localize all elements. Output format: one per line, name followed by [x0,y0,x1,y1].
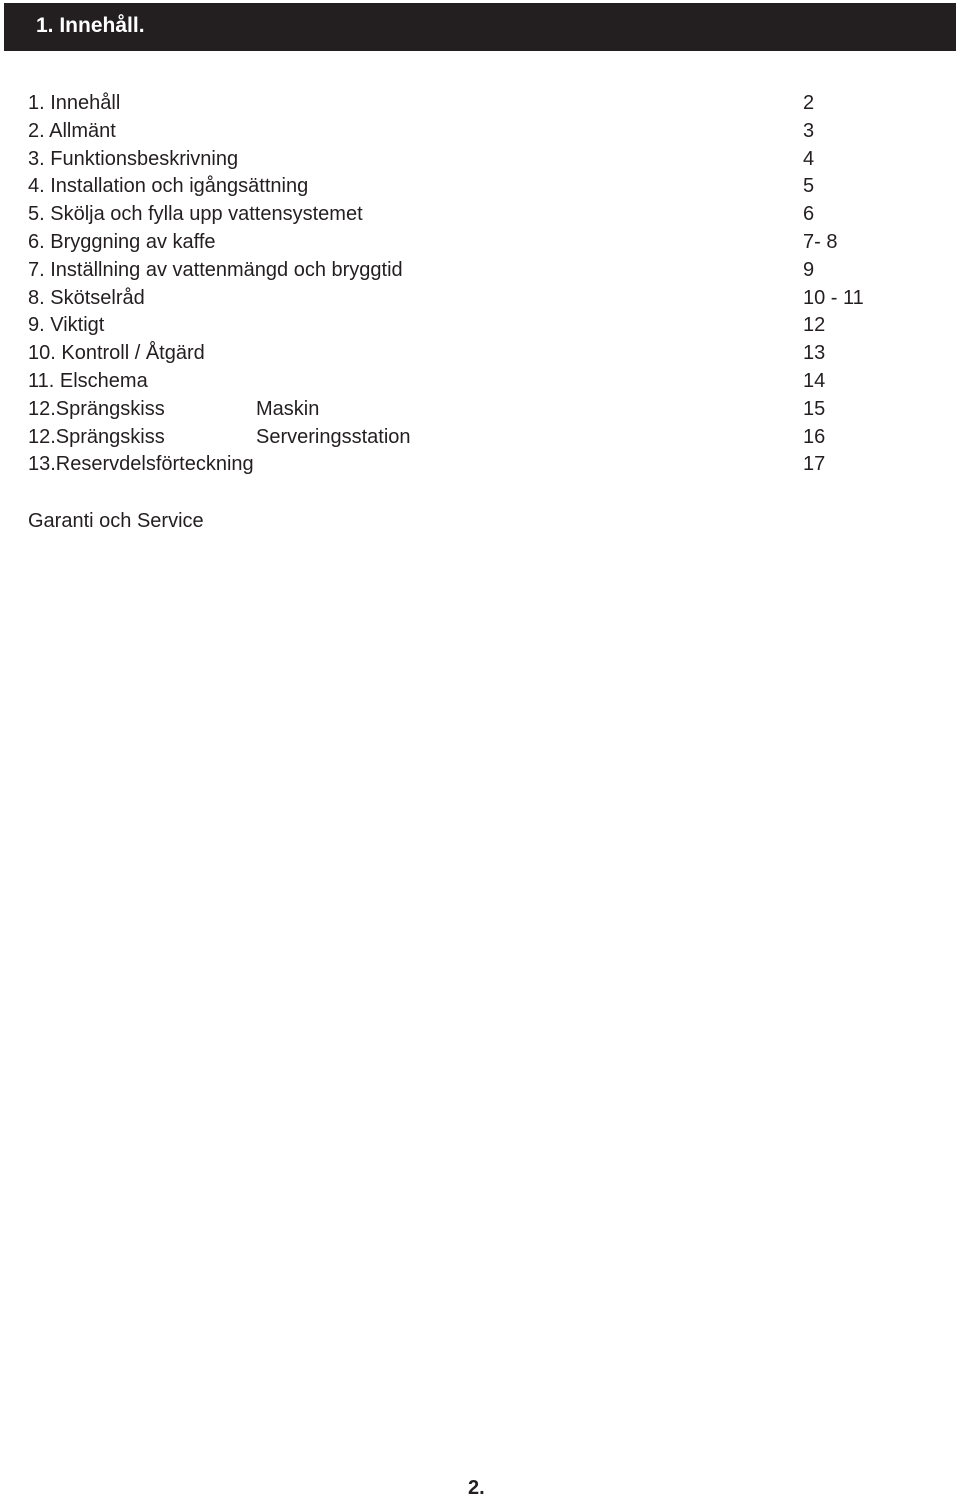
toc-entry-label: 13.Reservdelsförteckning [28,453,254,476]
toc-row-4[interactable] [28,173,928,201]
toc-row-6[interactable] [28,229,928,257]
toc-entry-label: 5. Skölja och fylla upp vattensystemet [28,203,363,226]
toc-entry-page: 3 [803,119,815,142]
warranty-service-entry[interactable]: Garanti och Service [28,510,204,532]
toc-entry-label: 11. Elschema [28,369,148,392]
toc-entry-page: 17 [803,453,826,476]
toc-entry-label: 9. Viktigt [28,314,105,337]
toc-entry-sublabel: Serveringsstation [256,425,411,448]
toc-entry-page: 9 [803,258,815,281]
toc-row-9[interactable] [28,312,928,340]
page-number: 2. [468,1477,485,1499]
toc-row-1[interactable] [28,90,928,118]
toc-row-13[interactable] [28,424,928,452]
toc-entry-page: 5 [803,175,815,198]
toc-entry-page: 10 - 11 [803,286,864,309]
toc-entry-page: 7- 8 [803,230,838,253]
toc-entry-label: 4. Installation och igångsättning [28,175,309,198]
toc-entry-page: 4 [803,147,815,170]
toc-row-3[interactable] [28,146,928,174]
toc-row-2[interactable] [28,118,928,146]
toc-row-8[interactable] [28,285,928,313]
toc-entry-page: 6 [803,203,815,226]
toc-entry-label: 8. Skötselråd [28,286,145,309]
toc-entry-label: 1. Innehåll [28,92,121,114]
toc-row-7[interactable] [28,257,928,285]
toc-row-12[interactable] [28,396,928,424]
toc-entry-page: 13 [803,342,826,365]
toc-entry-label: 12.Sprängskiss [28,425,165,448]
toc-entry-sublabel: Maskin [256,397,320,420]
toc-entry-label: 2. Allmänt [28,119,116,142]
toc-entry-label: 6. Bryggning av kaffe [28,230,216,253]
toc-entry-label: 7. Inställning av vattenmängd och bryggtid [28,258,403,281]
toc-row-5[interactable] [28,201,928,229]
toc-entry-page: 14 [803,369,826,392]
toc-entry-label: 3. Funktionsbeskrivning [28,147,239,170]
toc-row-11[interactable] [28,368,928,396]
section-title: 1. Innehåll. [36,14,145,37]
toc-row-10[interactable] [28,340,928,368]
toc-entry-page: 15 [803,397,826,420]
toc-entry-page: 16 [803,425,826,448]
toc-row-14[interactable] [28,451,928,479]
section-header-bar [4,3,956,51]
table-of-contents [28,90,928,479]
toc-entry-page: 2 [803,92,815,114]
toc-entry-label: 12.Sprängskiss [28,397,165,420]
toc-entry-label: 10. Kontroll / Åtgärd [28,342,205,365]
toc-entry-page: 12 [803,314,826,337]
